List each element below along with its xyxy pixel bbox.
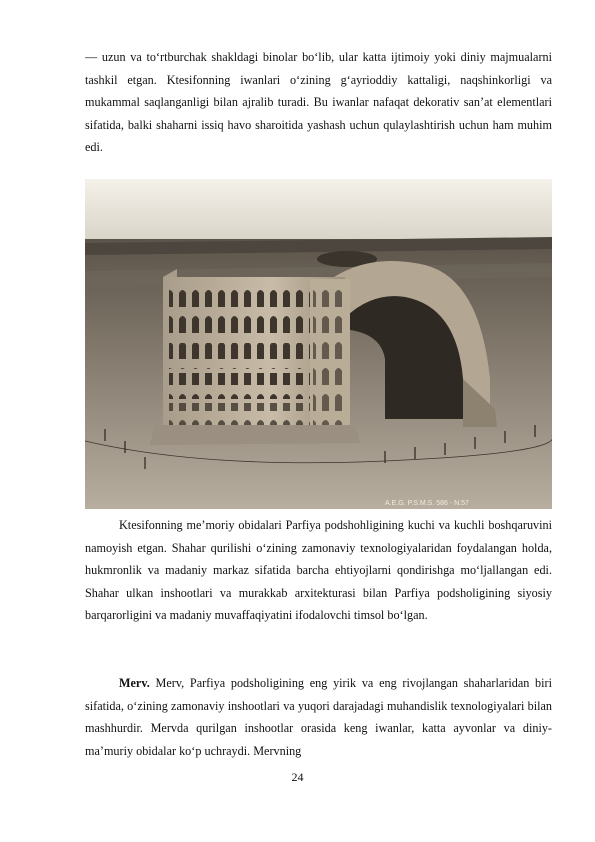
- ktesifon-arch-photo: [85, 179, 552, 509]
- paragraph-2: Ktesifonning me’moriy obidalari Parfiya podshohligining kuchi va kuchli boshqaruvini namoyish etgan. Shahar qurilishi o‘zining zamonaviy texnologiyalaridan foydalangan holda, hukmronlik va madaniy markaz sifatida barcha ehtiyojlarni qondirishga mo‘ljallangan edi. Shahar ulkan inshootlari va murakkab arxitekturasi bilan Parfiya podsholigining siyosiy barqarorligini va madaniy muvaffaqiyatini ifodalovchi timsol bo‘lgan.: [85, 518, 552, 623]
- paragraph-3-body: Merv, Parfiya podsholigining eng yirik va eng rivojlangan shaharlaridan biri sifatida, o‘zining zamonaviy inshootlari va yuqori darajadagi muhandislik texnologiyalari bilan mashhurdir. Mervda qurilgan inshootlar orasida keng iwanlar, katta ayvonlar va diniy-ma’muriy obidalar ko‘p uchraydi. Mervning: [85, 676, 552, 758]
- paragraph-3-heading: Merv.: [119, 676, 150, 690]
- paragraph-1: — uzun va to‘rtburchak shakldagi binolar bo‘lib, ular katta ijtimoiy yoki diniy majmualarni tashkil etgan. Ktesifonning iwanlari o‘zining g‘ayrioddiy kattaligi, naqshinkorligi va mukammal saqlanganligi bilan ajralib turadi. Bu iwanlar nafaqat dekorativ san’at elementlari sifatida, balki shaharni issiq havo sharoitida yashash uchun qulaylashtirish uchun ham muhim edi.: [85, 50, 552, 155]
- paragraph-3: [85, 672, 552, 762]
- photo-caption: A.E.G. P.S.M.S. 586 - N.57: [385, 500, 469, 507]
- page-number: 24: [291, 770, 304, 784]
